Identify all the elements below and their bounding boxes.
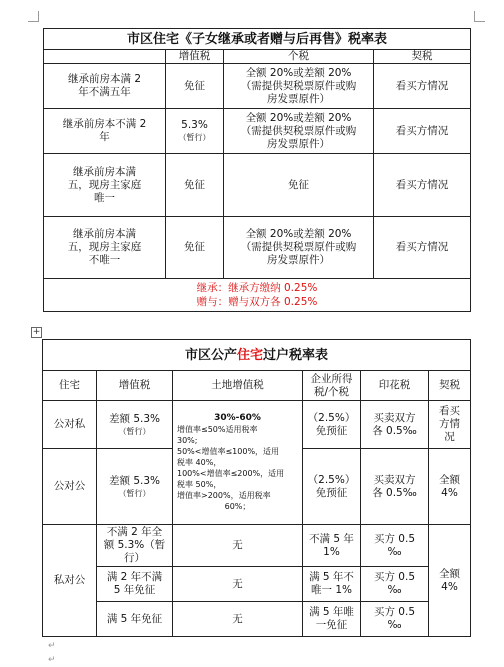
deed-cell: 看买方情况 xyxy=(374,64,471,109)
header-cell: 增值税 xyxy=(166,50,224,64)
deed-cell: 全额 4% xyxy=(429,449,471,525)
vat-cell: 满 5 年免征 xyxy=(97,602,173,637)
vat-cell: 5.3% （暂行） xyxy=(166,109,224,154)
vat-cell: 不满 2 年全 额 5.3%（暂 行） xyxy=(97,525,173,567)
header-cell: 个税 xyxy=(224,50,374,64)
land-vat-cell: 无 xyxy=(173,525,303,567)
category-cell: 继承前房本满 2 年不满五年 xyxy=(44,64,166,109)
table-row xyxy=(44,217,471,279)
header-cell: 契税 xyxy=(429,371,471,401)
stamp-cell: 买卖双方 各 0.5‰ xyxy=(361,401,429,449)
vat-cell: 差额 5.3% （暂行） xyxy=(97,401,173,449)
public-housing-tax-table xyxy=(42,339,471,637)
category-cell: 公对公 xyxy=(43,449,97,525)
deed-cell: 看买 方情 况 xyxy=(429,401,471,449)
deed-cell: 看买方情况 xyxy=(374,217,471,279)
header-cell: 住宅 xyxy=(43,371,97,401)
table-row xyxy=(43,567,471,602)
deed-cell: 全额 4% xyxy=(429,525,471,637)
vat-cell: 免征 xyxy=(166,154,224,217)
header-cell: 印花税 xyxy=(361,371,429,401)
category-cell: 私对公 xyxy=(43,525,97,637)
pit-cell: 全额 20%或差额 20% （需提供契税票原件或购 房发票原件） xyxy=(224,109,374,154)
deed-cell: 看买方情况 xyxy=(374,154,471,217)
vat-cell: 免征 xyxy=(166,64,224,109)
pit-cell: 不满 5 年 1% xyxy=(303,525,361,567)
table-row xyxy=(43,602,471,637)
header-cell xyxy=(44,50,166,64)
land-vat-cell: 无 xyxy=(173,602,303,637)
table-title: 市区住宅《子女继承或者赠与后再售》税率表 xyxy=(44,29,471,50)
category-cell: 继承前房本满 五，现房主家庭 不唯一 xyxy=(44,217,166,279)
table-row xyxy=(43,401,471,449)
header-cell: 增值税 xyxy=(97,371,173,401)
table-row xyxy=(43,525,471,567)
stamp-cell: 买方 0.5 ‰ xyxy=(361,567,429,602)
stamp-cell: 买方 0.5 ‰ xyxy=(361,525,429,567)
table-move-handle-icon[interactable]: + xyxy=(32,327,41,337)
vat-cell: 满 2 年不满 5 年免征 xyxy=(97,567,173,602)
category-cell: 继承前房本满 五，现房主家庭 唯一 xyxy=(44,154,166,217)
table-title: 市区公产住宅过户税率表 xyxy=(43,340,471,371)
land-vat-cell: 30%-60% 增值率≤50%适用税率 30%; 50%<增值率≤100%，适用 税率 40%， 100%<增值率≤200%，适用 税率 50%， 增值率>200%，适用税率 60%； xyxy=(173,401,303,525)
page-corner-mark xyxy=(28,11,39,22)
header-cell: 土地增值税 xyxy=(173,371,303,401)
table-row xyxy=(44,64,471,109)
pit-cell: 满 5 年唯 一免征 xyxy=(303,602,361,637)
category-cell: 公对私 xyxy=(43,401,97,449)
table-row xyxy=(44,154,471,217)
pit-cell: 满 5 年不 唯一 1% xyxy=(303,567,361,602)
pit-cell: 免征 xyxy=(224,154,374,217)
pit-cell: 全额 20%或差额 20% （需提供契税票原件或购 房发票原件） xyxy=(224,64,374,109)
header-cell: 契税 xyxy=(374,50,471,64)
stamp-cell: 买方 0.5 ‰ xyxy=(361,602,429,637)
vat-cell: 免征 xyxy=(166,217,224,279)
paragraph-mark-icon: ↵ xyxy=(48,641,56,651)
paragraph-mark-icon: ↵ xyxy=(48,655,56,665)
stamp-tax-note: 继承：继承方缴纳 0.25% 赠与：赠与双方各 0.25% xyxy=(44,279,471,312)
land-vat-cell: 无 xyxy=(173,567,303,602)
deed-cell: 看买方情况 xyxy=(374,109,471,154)
header-cell: 企业所得 税/个税 xyxy=(303,371,361,401)
inheritance-tax-table xyxy=(43,28,471,312)
pit-cell: （2.5%） 免预征 xyxy=(303,401,361,449)
category-cell: 继承前房本不满 2 年 xyxy=(44,109,166,154)
table-row xyxy=(44,109,471,154)
pit-cell: 全额 20%或差额 20% （需提供契税票原件或购 房发票原件） xyxy=(224,217,374,279)
page-corner-mark xyxy=(474,11,485,22)
pit-cell: （2.5%） 免预征 xyxy=(303,449,361,525)
vat-cell: 差额 5.3% （暂行） xyxy=(97,449,173,525)
stamp-cell: 买卖双方 各 0.5‰ xyxy=(361,449,429,525)
